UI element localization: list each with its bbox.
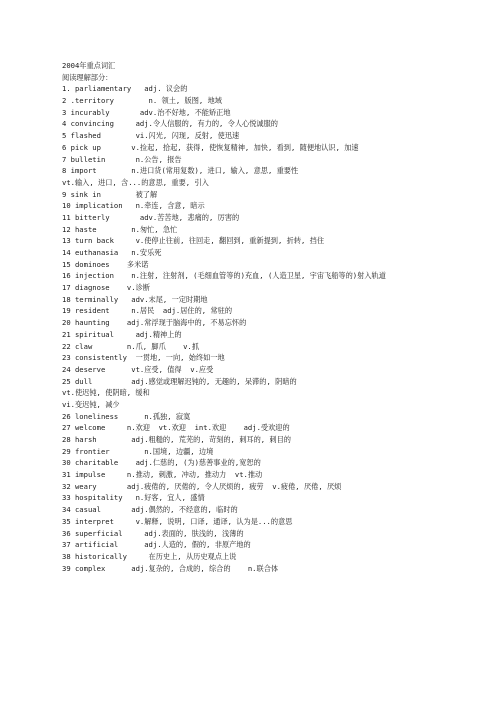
vocabulary-entry: 6 pick up v.捡起, 拾起, 获得, 使恢复精神, 加快, 看到, 随便地认识, 加速 — [62, 142, 359, 152]
vocabulary-entry: vt.使迟钝, 使阴暗, 缓和 — [62, 388, 150, 398]
vocabulary-entry: 8 import n.进口货(常用复数), 进口, 输入, 意思, 重要性 — [62, 166, 299, 176]
vocabulary-entry: 26 loneliness n.孤独, 寂寞 — [62, 411, 191, 421]
vocabulary-entry: 4 convincing adj.令人信服的, 有力的, 令人心悦诚服的 — [62, 119, 278, 129]
vocabulary-entry: 33 hospitality n.好客, 宜人, 盛情 — [62, 493, 205, 503]
vocabulary-entry: 36 superficial adj.表面的, 肤浅的, 浅薄的 — [62, 528, 244, 538]
vocabulary-entry: 39 complex adj.复杂的, 合成的, 综合的 n.联合体 — [62, 563, 279, 573]
vocabulary-entry: 1. parliamentary adj. 议会的 — [62, 84, 188, 94]
vocabulary-entry: 5 flashed vi.闪光, 闪现, 反射, 使迅速 — [62, 131, 240, 141]
vocabulary-entry: 23 consistently 一贯地, 一向, 始终如一地 — [62, 353, 225, 363]
vocabulary-entry: 25 dull adj.感觉或理解迟钝的, 无趣的, 呆滞的, 阴暗的 — [62, 376, 297, 386]
vocabulary-entry: 30 charitable adj.仁慈的, (为)慈善事业的,宽恕的 — [62, 458, 261, 468]
vocabulary-entry: 17 diagnose v.诊断 — [62, 283, 150, 293]
vocabulary-entry: 38 historically 在历史上, 从历史观点上说 — [62, 551, 237, 561]
vocabulary-entry: 18 terminally adv.末尾, 一定时期地 — [62, 294, 208, 304]
vocabulary-entry: 32 weary adj.疲倦的, 厌倦的, 令人厌烦的, 疲劳 v.疲倦, 厌倦, 厌烦 — [62, 481, 342, 491]
vocabulary-entry: 29 frontier n.国境, 边疆, 边境 — [62, 446, 214, 456]
vocabulary-entry: 19 resident n.居民 adj.居住的, 常驻的 — [62, 306, 233, 316]
vocabulary-entry: 35 interpret v.解释, 说明, 口译, 通译, 认为是...的意思 — [62, 516, 293, 526]
vocabulary-entry: 16 injection n.注射, 注射剂, (毛细血管等的)充血, (人造卫星, 宇宙飞船等的)射入轨道 — [62, 271, 386, 281]
vocabulary-list — [62, 60, 482, 574]
vocabulary-entry: vt.输入, 进口, 含...的意思, 重要, 引入 — [62, 177, 209, 187]
vocabulary-entry: 2 .territory n. 领土, 版图, 地域 — [62, 96, 222, 106]
vocabulary-entry: 34 casual adj.偶然的, 不经意的, 临时的 — [62, 505, 238, 515]
vocabulary-entry: 24 deserve vt.应受, 值得 v.应受 — [62, 364, 214, 374]
vocabulary-entry: 13 turn back v.使停止往前, 往回走, 翻回到, 重新提到, 折转, 挡住 — [62, 236, 325, 246]
section-heading: 阅读理解部分： — [62, 72, 113, 82]
vocabulary-entry: 10 implication n.牵连, 含意, 暗示 — [62, 201, 205, 211]
vocabulary-entry: 37 artificial adj.人造的, 假的, 非原产地的 — [62, 540, 251, 550]
vocabulary-entry: 14 euthanasia n.安乐死 — [62, 248, 162, 257]
vocabulary-entry: 9 sink in 被了解 — [62, 189, 158, 199]
vocabulary-entry: 11 bitterly adv.苦苦地, 悲痛的, 厉害的 — [62, 212, 240, 222]
vocabulary-entry: 22 claw n.爪, 脚爪 v.抓 — [62, 341, 199, 351]
vocabulary-entry: 21 spiritual adj.精神上的 — [62, 329, 182, 339]
vocabulary-entry: 15 dominoes 多米诺 — [62, 259, 149, 269]
vocabulary-entry: 12 haste n.匆忙, 急忙 — [62, 224, 178, 234]
vocabulary-entries — [62, 83, 482, 574]
document-title: 2004年重点词汇 — [62, 61, 116, 70]
vocabulary-entry: 28 harsh adj.粗糙的, 荒芜的, 苛刻的, 刺耳的, 刺目的 — [62, 435, 291, 444]
vocabulary-entry: 27 welcome n.欢迎 vt.欢迎 int.欢迎 adj.受欢迎的 — [62, 423, 290, 433]
vocabulary-entry: 7 bulletin n.公告, 报告 — [62, 154, 182, 164]
vocabulary-entry: vi.变迟钝, 减少 — [62, 399, 120, 409]
vocabulary-entry: 31 impulse n.推动, 刺激, 冲动, 推动力 vt.推动 — [62, 470, 263, 480]
vocabulary-entry: 3 incurably adv.治不好地, 不能矫正地 — [62, 107, 231, 117]
vocabulary-entry: 20 haunting adj.常浮现于脑海中的, 不易忘怀的 — [62, 318, 247, 328]
